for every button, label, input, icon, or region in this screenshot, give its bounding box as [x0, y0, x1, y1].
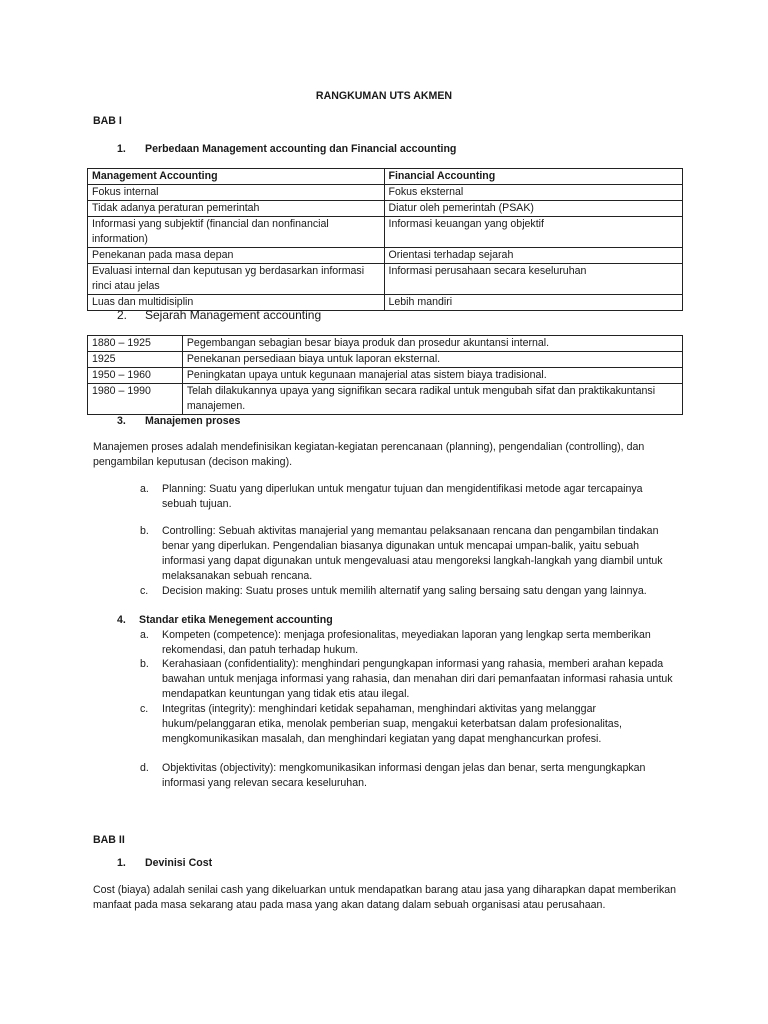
table-row: [88, 264, 683, 295]
table-cell: Evaluasi internal dan keputusan yg berdasarkan informasi rinci atau jelas: [88, 264, 385, 295]
document-title: RANGKUMAN UTS AKMEN: [315, 90, 453, 102]
section-3-title: Manajemen proses: [145, 415, 241, 427]
bab1-label: BAB I: [93, 115, 122, 127]
table-row: [88, 201, 683, 217]
list-item: [140, 482, 680, 512]
bab2-section-1-heading: [117, 856, 212, 871]
list-marker: c.: [140, 585, 149, 597]
list-marker: a.: [140, 629, 149, 641]
list-marker: b.: [140, 525, 149, 537]
table-cell: Pegembangan sebagian besar biaya produk dan prosedur akuntansi internal.: [182, 336, 682, 352]
section-3-heading: [117, 414, 240, 429]
table-cell: Penekanan persediaan biaya untuk laporan eksternal.: [182, 352, 682, 368]
table-row: [88, 217, 683, 248]
table-cell: Informasi perusahaan secara keseluruhan: [384, 264, 683, 295]
list-marker: c.: [140, 703, 149, 715]
table-cell: 1925: [88, 352, 183, 368]
table-cell: Orientasi terhadap sejarah: [384, 248, 683, 264]
list-item: [140, 584, 680, 599]
table-cell: Telah dilakukannya upaya yang signifikan secara radikal untuk mengubah sifat dan praktikakuntansi manajemen.: [182, 384, 682, 415]
section-2-number: 2.: [117, 308, 128, 322]
list-item: [140, 628, 680, 658]
list-item: [140, 657, 680, 702]
table-cell: Diatur oleh pemerintah (PSAK): [384, 201, 683, 217]
table-row: [88, 368, 683, 384]
list-item-text: Decision making: Suatu proses untuk memilih alternatif yang saling bersaing satu dengan yang lainnya.: [162, 585, 647, 597]
table-cell: Informasi keuangan yang objektif: [384, 217, 683, 248]
table-cell: Peningkatan upaya untuk kegunaan manajerial atas sistem biaya tradisional.: [182, 368, 682, 384]
table-cell: Penekanan pada masa depan: [88, 248, 385, 264]
section-4-heading: [117, 613, 333, 628]
table-cell: 1980 – 1990: [88, 384, 183, 415]
section-1-number: 1.: [117, 143, 126, 155]
table-row: [88, 185, 683, 201]
list-item: [140, 524, 680, 584]
table-row: [88, 384, 683, 415]
table-header-cell: Financial Accounting: [384, 169, 683, 185]
history-table: [87, 335, 683, 415]
bab2-label: BAB II: [93, 834, 125, 846]
list-item-text: Integritas (integrity): menghindari ketidak sepahaman, menghindari aktivitas yang melanggar hukum/pelanggaran etika, menolak pemberian suap, mengakui keterbatsan dalam profesionalitas, mengkomunikasikan masalah, dan menghindari kegiatan yang dapat menghancurkan profesi.: [162, 703, 622, 745]
bab2-section-1-text: Cost (biaya) adalah senilai cash yang dikeluarkan untuk mendapatkan barang atau jasa yang diharapkan dapat memberikan manfaat pada masa sekarang atau pada masa yang akan datang dalam sebuah organisasi atau perusahaan.: [93, 884, 677, 911]
table-cell: 1950 – 1960: [88, 368, 183, 384]
section-4-number: 4.: [117, 614, 126, 626]
comparison-table: [87, 168, 683, 311]
section-3-intro: Manajemen proses adalah mendefinisikan kegiatan-kegiatan perencanaan (planning), pengendalian (controlling), dan pengambilan keputusan (decison making).: [93, 441, 645, 468]
section-2-title: Sejarah Management accounting: [145, 308, 322, 322]
table-row: [88, 248, 683, 264]
table-header-cell: Management Accounting: [88, 169, 385, 185]
list-item: [140, 761, 680, 791]
list-marker: d.: [140, 762, 149, 774]
table-cell: Informasi yang subjektif (financial dan nonfinancial information): [88, 217, 385, 248]
table-cell: Fokus internal: [88, 185, 385, 201]
section-2-heading: [117, 308, 321, 323]
list-marker: b.: [140, 658, 149, 670]
section-1-title: Perbedaan Management accounting dan Financial accounting: [145, 143, 457, 155]
list-item-text: Controlling: Sebuah aktivitas manajerial yang memantau pelaksanaan rencana dan pengambilan tindakan benar yang diperlukan. Pengendalian biasanya digunakan untuk mencapai umpan-balik, yaitu sebuah informasi yang dapat digunakan untuk mengevaluasi atau mengoreksi langkah-langkah yang diambil untuk melaksanakan sebuah rencana.: [162, 525, 663, 582]
section-1-heading: [117, 142, 456, 157]
list-item: [140, 702, 680, 747]
bab2-section-1-number: 1.: [117, 857, 126, 869]
table-cell: Lebih mandiri: [384, 295, 683, 311]
bab2-section-1-title: Devinisi Cost: [145, 857, 213, 869]
table-row: [88, 336, 683, 352]
section-4-title: Standar etika Menegement accounting: [139, 614, 333, 626]
list-marker: a.: [140, 483, 149, 495]
table-row: [88, 352, 683, 368]
table-cell: Fokus eksternal: [384, 185, 683, 201]
table-header-row: [88, 169, 683, 185]
table-cell: Tidak adanya peraturan pemerintah: [88, 201, 385, 217]
list-item-text: Kompeten (competence): menjaga profesionalitas, meyediakan laporan yang lengkap serta memberikan rekomendasi, dan patuh terhadap hukum.: [162, 629, 651, 656]
section-3-number: 3.: [117, 415, 126, 427]
list-item-text: Kerahasiaan (confidentiality): menghindari pengungkapan informasi yang rahasia, memberi arahan kepada bawahan untuk menjaga informasi yang rahasia, dan menahan diri dari pemanfaatan informasi rahasia untuk mendapatkan keuntungan yang tidak etis atau ilegal.: [162, 658, 673, 700]
table-cell: Luas dan multidisiplin: [88, 295, 385, 311]
list-item-text: Planning: Suatu yang diperlukan untuk mengatur tujuan dan mengidentifikasi metode agar tercapainya sebuah tujuan.: [162, 483, 643, 510]
list-item-text: Objektivitas (objectivity): mengkomunikasikan informasi dengan jelas dan benar, serta mengungkapkan informasi yang relevan secara keseluruhan.: [162, 762, 646, 789]
table-cell: 1880 – 1925: [88, 336, 183, 352]
